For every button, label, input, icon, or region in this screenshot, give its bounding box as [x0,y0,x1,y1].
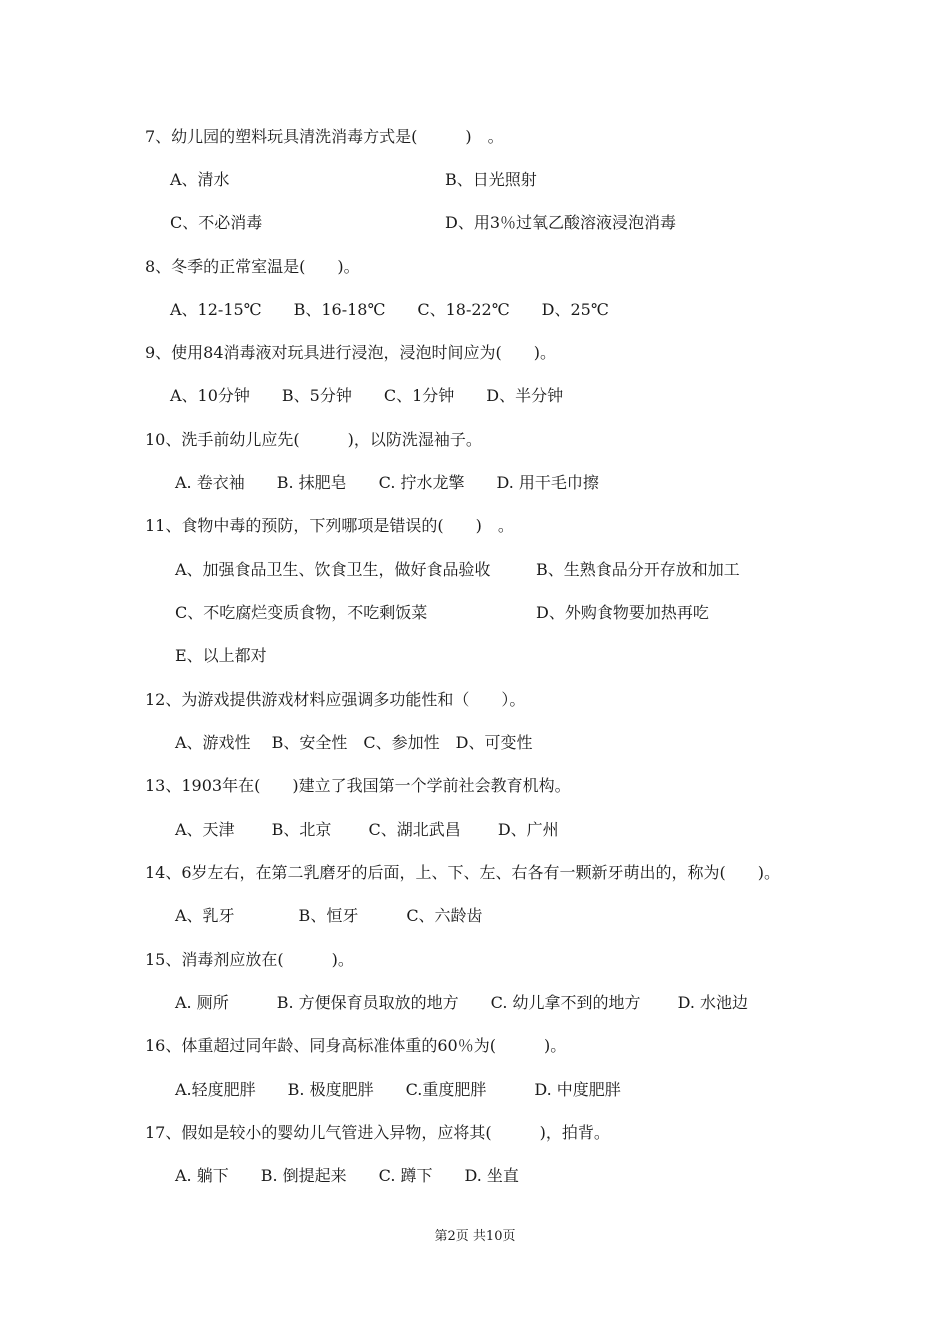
question-7-option-d: D、用3％过氧乙酸溶液浸泡消毒 [445,213,677,232]
question-11-option-b: B、生熟食品分开存放和加工 [536,560,740,579]
question-11: 11、食物中毒的预防，下列哪项是错误的( ) 。 [145,516,514,535]
question-13-options: A、天津 B、北京 C、湖北武昌 D、广州 [175,820,559,839]
question-14: 14、6岁左右，在第二乳磨牙的后面，上、下、左、右各有一颗新牙萌出的，称为( )。 [145,863,781,882]
question-11-option-d: D、外购食物要加热再吃 [536,603,709,622]
question-11-option-a: A、加强食品卫生、饮食卫生，做好食品验收 [175,560,491,579]
question-7-option-c: C、不必消毒 [170,213,263,232]
question-8-options: A、12-15℃ B、16-18℃ C、18-22℃ D、25℃ [170,300,609,319]
question-12-options: A、游戏性 B、安全性 C、参加性 D、可变性 [175,733,533,752]
question-8: 8、冬季的正常室温是( )。 [145,257,360,276]
question-10-options: A. 卷衣袖 B. 抹肥皂 C. 拧水龙擎 D. 用干毛巾擦 [175,473,599,492]
question-14-options: A、乳牙 B、恒牙 C、六龄齿 [175,906,483,925]
question-16: 16、体重超过同年龄、同身高标准体重的60％为( )。 [145,1036,567,1055]
question-15-options: A. 厕所 B. 方便保育员取放的地方 C. 幼儿拿不到的地方 D. 水池边 [175,993,749,1012]
question-16-options: A.轻度肥胖 B. 极度肥胖 C.重度肥胖 D. 中度肥胖 [175,1080,621,1099]
question-11-option-c: C、不吃腐烂变质食物，不吃剩饭菜 [175,603,428,622]
question-10: 10、洗手前幼儿应先( )，以防洗湿袖子。 [145,430,482,449]
question-15: 15、消毒剂应放在( )。 [145,950,354,969]
question-7-option-b: B、日光照射 [445,170,537,189]
question-7: 7、幼儿园的塑料玩具清洗消毒方式是( ) 。 [145,127,504,146]
page-number-footer: 第2页 共10页 [434,1229,516,1244]
question-9: 9、使用84消毒液对玩具进行浸泡，浸泡时间应为( )。 [145,343,557,362]
question-17: 17、假如是较小的婴幼儿气管进入异物，应将其( )，拍背。 [145,1123,610,1142]
question-13: 13、1903年在( )建立了我国第一个学前社会教育机构。 [145,776,571,795]
question-9-options: A、10分钟 B、5分钟 C、1分钟 D、半分钟 [170,386,564,405]
question-7-option-a: A、清水 [170,170,230,189]
question-11-option-e: E、以上都对 [175,646,267,665]
question-12: 12、为游戏提供游戏材料应强调多功能性和（ ）。 [145,690,526,709]
question-17-options: A. 躺下 B. 倒提起来 C. 蹲下 D. 坐直 [175,1166,519,1185]
